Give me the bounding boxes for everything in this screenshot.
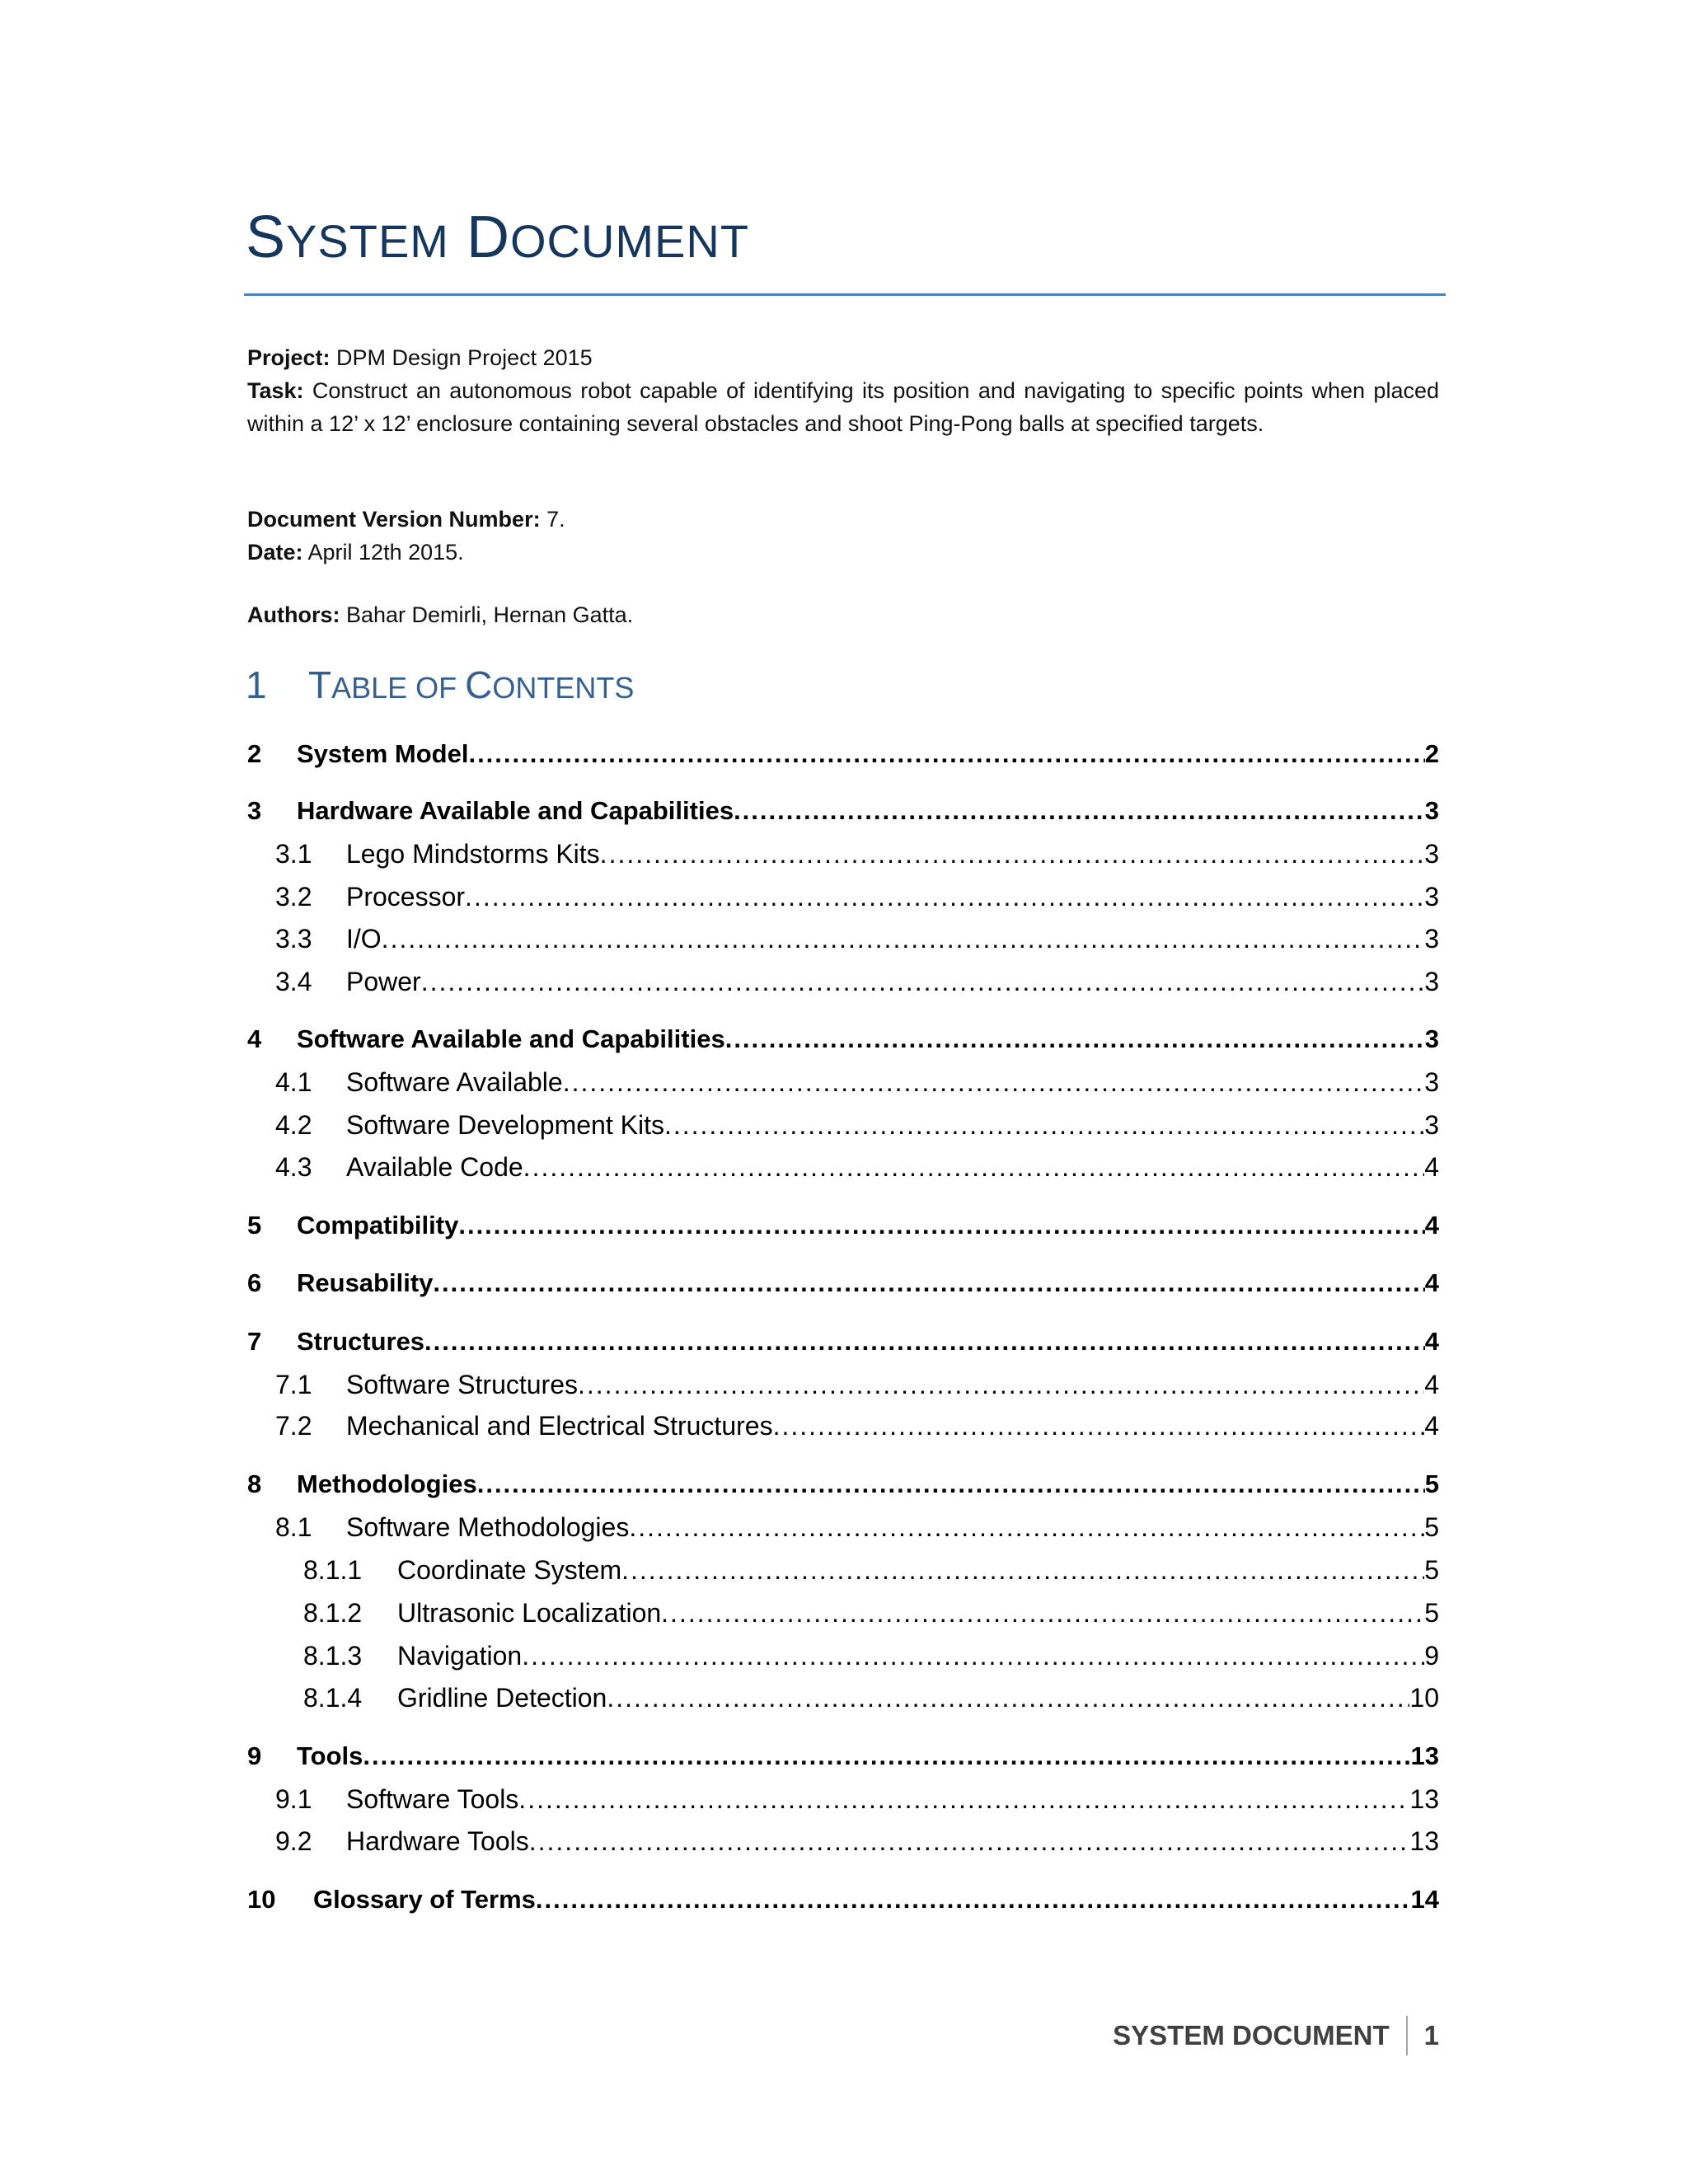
toc-entry-page: 4 <box>1424 1327 1439 1356</box>
toc-dot-leader <box>433 1266 1424 1301</box>
toc-entry-page: 9 <box>1424 1641 1439 1671</box>
toc-entry-number: 8.1.3 <box>303 1641 363 1671</box>
version-line <box>247 503 1439 536</box>
toc-entry-page: 13 <box>1410 1741 1439 1770</box>
toc-dot-leader <box>773 1408 1425 1443</box>
toc-dot-leader <box>477 1467 1425 1502</box>
version-value: 7. <box>540 507 565 532</box>
toc-entry-page: 5 <box>1424 1469 1439 1498</box>
toc-entry-number: 3.4 <box>275 967 312 996</box>
toc-entry-number: 3.3 <box>275 924 312 954</box>
toc-entry-title: Methodologies <box>297 1469 477 1498</box>
toc-entry-processor[interactable] <box>247 879 1439 914</box>
page-footer <box>1071 2011 1439 2060</box>
toc-entry-title: Tools <box>297 1741 363 1770</box>
toc-dot-leader <box>664 1108 1424 1142</box>
toc-entry-tools[interactable] <box>247 1739 1439 1774</box>
toc-entry-ultrasonic-localization[interactable] <box>247 1596 1439 1630</box>
toc-entry-number: 3.1 <box>275 839 312 869</box>
title-initial-d: D <box>466 204 510 270</box>
task-paragraph <box>247 374 1439 440</box>
date-value: April 12th 2015. <box>302 540 464 565</box>
document-title <box>246 204 750 270</box>
toc-entry-number: 5 <box>247 1211 262 1240</box>
toc-entry-number: 4.2 <box>275 1110 312 1140</box>
toc-entry-compatibility[interactable] <box>247 1208 1439 1243</box>
toc-entry-software-available[interactable] <box>247 1065 1439 1099</box>
toc-entry-system-model[interactable] <box>247 737 1439 771</box>
toc-entry-number: 8.1.2 <box>303 1598 363 1628</box>
toc-entry-navigation[interactable] <box>247 1638 1439 1673</box>
toc-entry-available-code[interactable] <box>247 1150 1439 1184</box>
footer-label: SYSTEM DOCUMENT <box>1113 2020 1390 2050</box>
toc-entry-number: 4 <box>247 1024 262 1053</box>
toc-heading-number: 1 <box>246 663 267 706</box>
title-word-system: YSTEM <box>286 215 449 267</box>
toc-dot-leader <box>382 921 1425 956</box>
toc-dot-leader <box>607 1680 1409 1715</box>
toc-entry-page: 13 <box>1409 1826 1439 1856</box>
toc-entry-power[interactable] <box>247 964 1439 999</box>
toc-entry-methodologies[interactable] <box>247 1467 1439 1502</box>
toc-entry-structures[interactable] <box>247 1324 1439 1359</box>
toc-entry-page: 10 <box>1409 1683 1439 1713</box>
toc-dot-leader <box>734 794 1425 828</box>
date-line <box>247 536 1439 569</box>
toc-dot-leader <box>522 1638 1424 1673</box>
toc-dot-leader <box>578 1367 1424 1402</box>
toc-heading-part: C <box>465 663 493 706</box>
toc-dot-leader <box>536 1882 1411 1917</box>
toc-entry-title: Compatibility <box>297 1211 459 1240</box>
toc-heading <box>246 663 635 706</box>
toc-entry-page: 4 <box>1424 1211 1439 1240</box>
toc-entry-title: Processor <box>346 882 466 912</box>
toc-entry-title: Software Available <box>346 1067 563 1097</box>
toc-entry-page: 4 <box>1424 1411 1439 1441</box>
toc-entry-number: 9 <box>247 1741 262 1770</box>
title-word-document: OCUMENT <box>509 215 750 267</box>
toc-dot-leader <box>465 879 1424 914</box>
toc-entry-title: Lego Mindstorms Kits <box>346 839 600 869</box>
toc-entry-number: 7.1 <box>275 1370 312 1399</box>
toc-heading-part: ABLE OF <box>331 671 466 705</box>
toc-entry-number: 7 <box>247 1327 262 1356</box>
toc-entry-title: Glossary of Terms <box>313 1885 536 1914</box>
toc-entry-page: 13 <box>1409 1784 1439 1814</box>
toc-entry-software[interactable] <box>247 1022 1439 1057</box>
project-label: Project: <box>247 345 331 370</box>
toc-entry-number: 3.2 <box>275 882 312 912</box>
toc-entry-sdk[interactable] <box>247 1108 1439 1142</box>
toc-entry-title: Hardware Available and Capabilities <box>297 796 734 825</box>
footer-separator <box>1406 2016 1408 2055</box>
footer-page-number: 1 <box>1423 2020 1439 2050</box>
toc-dot-leader <box>629 1510 1424 1544</box>
toc-entry-coordinate-system[interactable] <box>247 1553 1439 1587</box>
project-line <box>247 341 1439 374</box>
toc-entry-page: 3 <box>1424 1024 1439 1053</box>
toc-entry-title: Software Available and Capabilities <box>297 1024 725 1053</box>
toc-dot-leader <box>421 964 1425 999</box>
toc-entry-software-structures[interactable] <box>247 1367 1439 1402</box>
toc-dot-leader <box>523 1150 1425 1184</box>
task-label: Task: <box>247 378 304 403</box>
toc-entry-page: 4 <box>1424 1370 1439 1399</box>
toc-entry-number: 4.3 <box>275 1152 312 1182</box>
toc-entry-number: 8 <box>247 1469 262 1498</box>
authors-value: Bahar Demirli, Hernan Gatta. <box>340 602 634 627</box>
toc-dot-leader <box>363 1739 1410 1774</box>
toc-entry-io[interactable] <box>247 921 1439 956</box>
toc-entry-hardware-tools[interactable] <box>247 1824 1439 1858</box>
toc-dot-leader <box>424 1324 1425 1359</box>
toc-entry-page: 3 <box>1424 1110 1439 1140</box>
authors-label: Authors: <box>247 602 340 627</box>
toc-dot-leader <box>518 1782 1409 1816</box>
toc-dot-leader <box>563 1065 1425 1099</box>
toc-dot-leader <box>468 737 1424 771</box>
toc-entry-page: 3 <box>1424 796 1439 825</box>
toc-dot-leader <box>621 1553 1424 1587</box>
toc-entry-glossary[interactable] <box>247 1882 1439 1917</box>
toc-entry-number: 8.1.1 <box>303 1555 363 1585</box>
toc-entry-number: 8.1.4 <box>303 1683 363 1713</box>
toc-dot-leader <box>458 1208 1424 1243</box>
toc-dot-leader <box>529 1824 1410 1858</box>
toc-entry-page: 3 <box>1424 967 1439 996</box>
task-value: Construct an autonomous robot capable of identifying its position and navigating to specific points when placed within a 12’ x 12’ enclosure containing several obstacles and shoot Ping-Pong balls at specified targets. <box>247 378 1439 436</box>
toc-entry-page: 3 <box>1424 1067 1439 1097</box>
toc-dot-leader <box>661 1596 1424 1630</box>
toc-entry-page: 14 <box>1410 1885 1439 1914</box>
toc-entry-title: Power <box>346 967 421 996</box>
toc-heading-part: ONTENTS <box>492 671 635 705</box>
toc-entry-title: Software Structures <box>346 1370 578 1399</box>
toc-entry-hardware[interactable] <box>247 794 1439 828</box>
toc-dot-leader <box>725 1022 1425 1057</box>
toc-entry-title: Ultrasonic Localization <box>397 1598 662 1628</box>
toc-entry-reusability[interactable] <box>247 1266 1439 1301</box>
toc-entry-lego-kits[interactable] <box>247 837 1439 871</box>
toc-entry-title: Software Methodologies <box>346 1512 630 1542</box>
toc-entry-gridline-detection[interactable] <box>247 1680 1439 1715</box>
toc-entry-page: 3 <box>1424 839 1439 869</box>
toc-entry-title: Coordinate System <box>397 1555 622 1585</box>
toc-entry-title: Hardware Tools <box>346 1826 529 1856</box>
toc-entry-number: 9.2 <box>275 1826 312 1856</box>
toc-entry-title: Software Development Kits <box>346 1110 664 1140</box>
toc-entry-page: 5 <box>1424 1555 1439 1585</box>
toc-entry-title: Software Tools <box>346 1784 519 1814</box>
toc-entry-title: I/O <box>346 924 382 954</box>
toc-entry-title: Gridline Detection <box>397 1683 607 1713</box>
toc-entry-title: Reusability <box>297 1268 434 1297</box>
version-label: Document Version Number: <box>247 507 541 532</box>
toc-entry-number: 8.1 <box>275 1512 312 1542</box>
toc-entry-page: 3 <box>1424 924 1439 954</box>
toc-entry-title: Available Code <box>346 1152 523 1182</box>
toc-entry-page: 2 <box>1424 739 1439 768</box>
authors-line <box>247 598 1439 631</box>
title-initial-s: S <box>246 204 287 270</box>
title-underline <box>244 293 1446 296</box>
project-value: DPM Design Project 2015 <box>330 345 593 370</box>
toc-entry-page: 5 <box>1424 1598 1439 1628</box>
toc-heading-part: T <box>308 663 332 706</box>
toc-entry-page: 4 <box>1424 1268 1439 1297</box>
toc-entry-software-methodologies[interactable] <box>247 1510 1439 1544</box>
toc-entry-number: 3 <box>247 796 262 825</box>
toc-entry-page: 4 <box>1424 1152 1439 1182</box>
toc-entry-software-tools[interactable] <box>247 1782 1439 1816</box>
toc-entry-number: 9.1 <box>275 1784 312 1814</box>
toc-entry-title: Structures <box>297 1327 425 1356</box>
toc-entry-page: 5 <box>1424 1512 1439 1542</box>
toc-entry-title: Navigation <box>397 1641 523 1671</box>
toc-entry-number: 7.2 <box>275 1411 312 1441</box>
toc-entry-title: System Model <box>297 739 469 768</box>
toc-entry-mech-elec-structures[interactable] <box>247 1408 1439 1443</box>
toc-entry-number: 2 <box>247 739 262 768</box>
date-label: Date: <box>247 540 303 565</box>
toc-entry-number: 6 <box>247 1268 262 1297</box>
toc-entry-page: 3 <box>1424 882 1439 912</box>
toc-entry-number: 4.1 <box>275 1067 312 1097</box>
toc-entry-number: 10 <box>247 1885 276 1914</box>
toc-dot-leader <box>600 837 1425 871</box>
toc-entry-title: Mechanical and Electrical Structures <box>346 1411 773 1441</box>
